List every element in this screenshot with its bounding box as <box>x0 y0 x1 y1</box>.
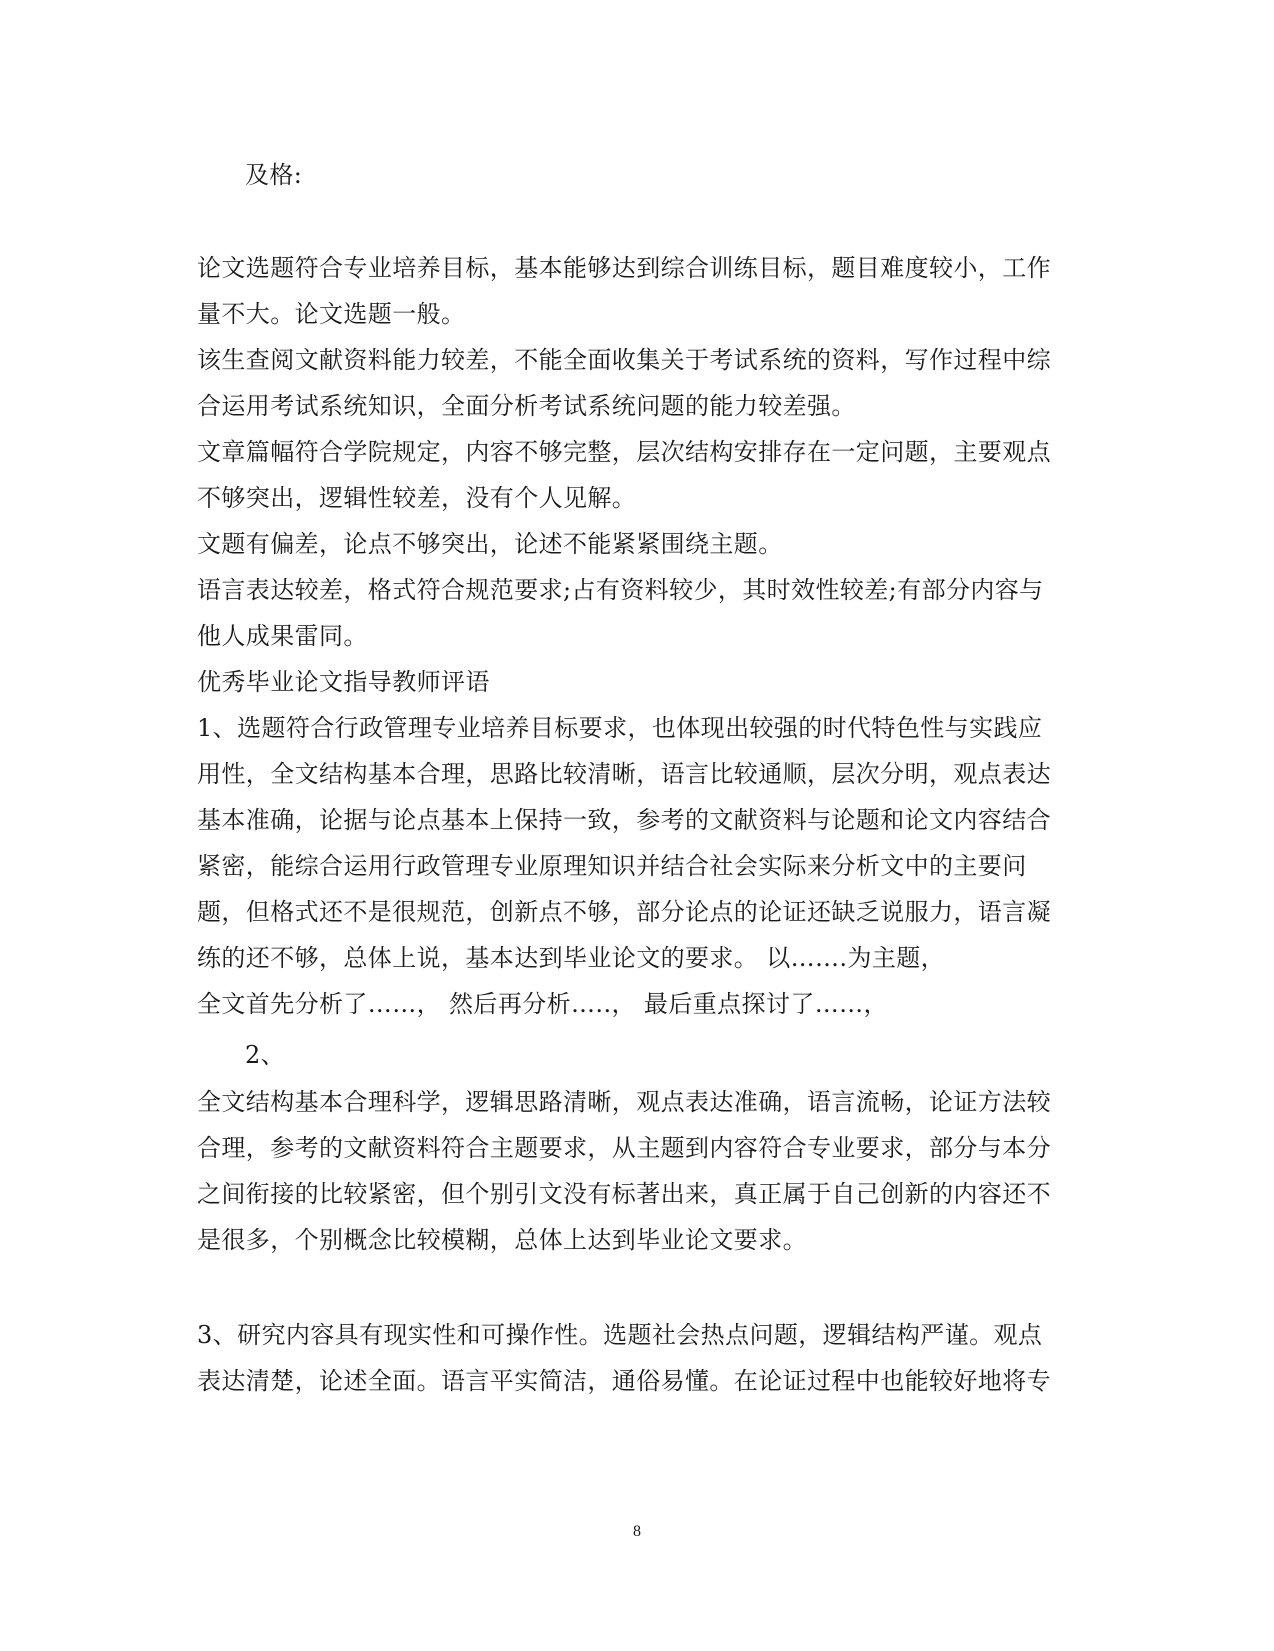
text-line: 全文结构基本合理科学，逻辑思路清晰，观点表达准确，语言流畅，论证方法较 <box>197 1088 1051 1116</box>
text-line: 合运用考试系统知识，全面分析考试系统问题的能力较差强。 <box>197 392 856 420</box>
text-line: 3、研究内容具有现实性和可操作性。选题社会热点问题，逻辑结构严谨。观点 <box>197 1321 1043 1349</box>
text-line: 紧密，能综合运用行政管理专业原理知识并结合社会实际来分析文中的主要问 <box>197 852 1027 880</box>
item-number: 2、 <box>245 1041 286 1069</box>
text-line: 论文选题符合专业培养目标，基本能够达到综合训练目标，题目难度较小，工作 <box>197 254 1051 282</box>
text-line: 语言表达较差，格式符合规范要求;占有资料较少，其时效性较差;有部分内容与 <box>197 576 1044 604</box>
text-line: 合理，参考的文献资料符合主题要求，从主题到内容符合专业要求，部分与本分 <box>197 1134 1051 1162</box>
text-line: 练的还不够，总体上说，基本达到毕业论文的要求。 以…….为主题， <box>197 944 946 972</box>
section-title: 优秀毕业论文指导教师评语 <box>197 668 490 696</box>
text-line: 之间衔接的比较紧密，但个别引文没有标著出来，真正属于自己创新的内容还不 <box>197 1180 1051 1208</box>
text-line: 该生查阅文献资料能力较差，不能全面收集关于考试系统的资料，写作过程中综 <box>197 346 1051 374</box>
page-number: 8 <box>633 1523 641 1540</box>
text-line: 全文首先分析了……， 然后再分析…..， 最后重点探讨了……， <box>197 990 888 1018</box>
text-line: 1、选题符合行政管理专业培养目标要求，也体现出较强的时代特色性与实践应 <box>197 714 1043 742</box>
heading-pass: 及格: <box>245 161 303 189</box>
text-line: 不够突出，逻辑性较差，没有个人见解。 <box>197 484 637 512</box>
text-line: 文题有偏差，论点不够突出，论述不能紧紧围绕主题。 <box>197 530 783 558</box>
text-line: 用性，全文结构基本合理，思路比较清晰，语言比较通顺，层次分明，观点表达 <box>197 760 1051 788</box>
text-line: 他人成果雷同。 <box>197 622 368 650</box>
text-line: 量不大。论文选题一般。 <box>197 300 466 328</box>
text-line: 题，但格式还不是很规范，创新点不够，部分论点的论证还缺乏说服力，语言凝 <box>197 898 1051 926</box>
text-line: 文章篇幅符合学院规定，内容不够完整，层次结构安排存在一定问题，主要观点 <box>197 438 1051 466</box>
text-line: 表达清楚，论述全面。语言平实简洁，通俗易懂。在论证过程中也能较好地将专 <box>197 1367 1051 1395</box>
text-line: 基本准确，论据与论点基本上保持一致，参考的文献资料与论题和论文内容结合 <box>197 806 1051 834</box>
text-line: 是很多，个别概念比较模糊，总体上达到毕业论文要求。 <box>197 1226 807 1254</box>
